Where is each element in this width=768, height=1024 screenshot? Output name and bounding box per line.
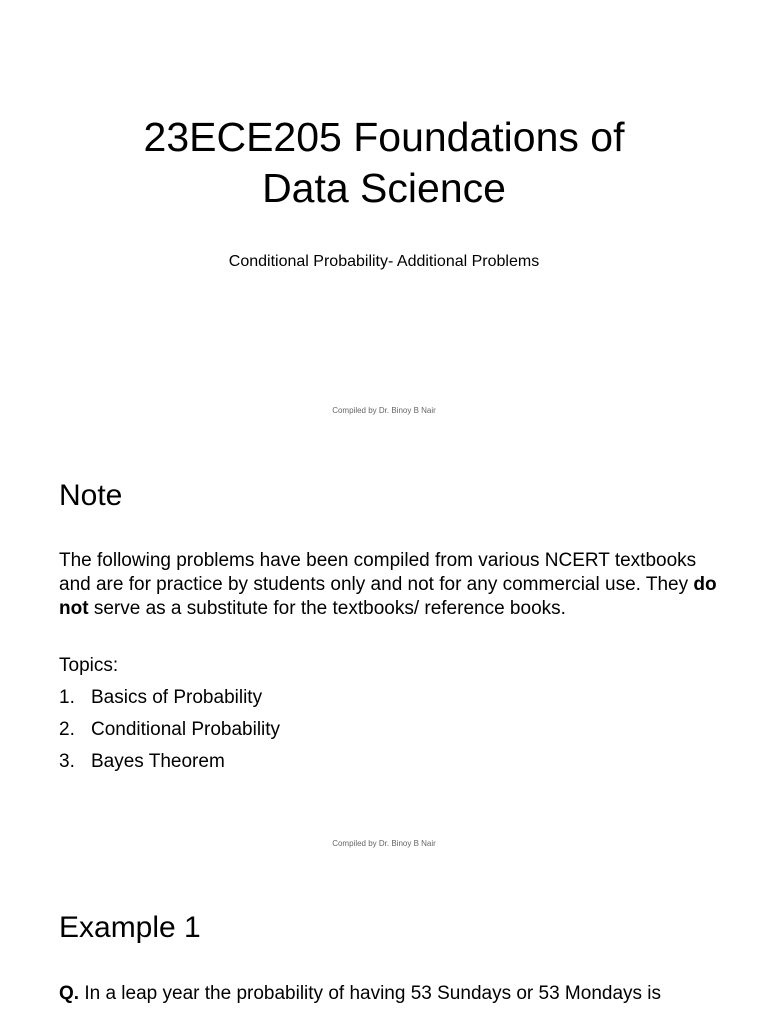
title-slide xyxy=(0,0,768,433)
topics-list xyxy=(59,686,719,782)
list-item-label: Conditional Probability xyxy=(91,719,281,740)
example-slide xyxy=(0,866,768,1024)
slide-subtitle: Conditional Probability- Additional Problems xyxy=(228,253,540,270)
course-title-line-2: Data Science xyxy=(262,165,506,211)
note-text-start: The following problems have been compiled from various NCERT textbooks and are for practice by students only and not for any commercial use. They xyxy=(59,550,697,595)
question-body: In a leap year the probability of having 53 Sundays or 53 Mondays is xyxy=(79,983,662,1004)
note-heading: Note xyxy=(59,479,123,512)
question-prefix: Q. xyxy=(59,983,80,1004)
topics-label: Topics: xyxy=(59,655,119,676)
list-item xyxy=(59,686,719,710)
list-item-number: 1. xyxy=(59,687,75,708)
question-text xyxy=(59,982,719,1006)
slide-footer: Compiled by Dr. Binoy B Nair xyxy=(332,406,436,415)
list-item xyxy=(59,750,719,774)
list-item-label: Basics of Probability xyxy=(91,687,263,708)
list-item-number: 2. xyxy=(59,719,75,740)
course-title xyxy=(0,112,768,214)
note-slide xyxy=(0,433,768,866)
note-emphasis: do not xyxy=(59,574,717,619)
note-paragraph xyxy=(59,549,719,621)
list-item xyxy=(59,718,719,742)
list-item-label: Bayes Theorem xyxy=(91,751,225,772)
slide-footer: Compiled by Dr. Binoy B Nair xyxy=(332,839,436,848)
list-item-number: 3. xyxy=(59,751,75,772)
note-text-end: serve as a substitute for the textbooks/ reference books. xyxy=(88,598,566,619)
course-title-line-1: 23ECE205 Foundations of xyxy=(143,114,625,160)
example-heading: Example 1 xyxy=(59,911,201,944)
